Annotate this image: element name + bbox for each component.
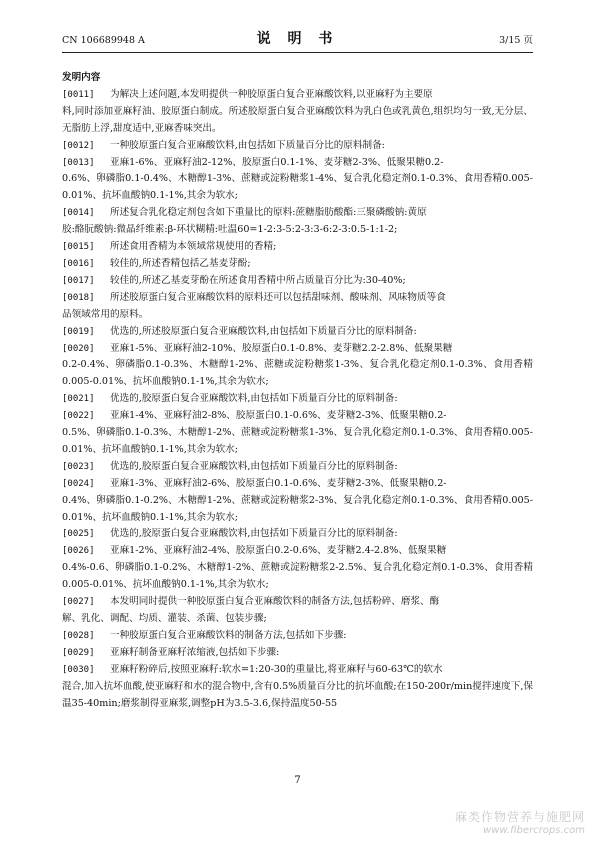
paragraph-text: 亚麻1-2%、亚麻籽油2-4%、胶原蛋白0.2-0.6%、麦芽糖2.4-2.8%、低聚果糖 — [110, 545, 447, 557]
watermark-name: 麻类作物营养与施肥网 — [454, 810, 585, 824]
paragraph-text: 一种胶原蛋白复合亚麻酸饮料的制备方法,包括如下步骤: — [110, 629, 347, 641]
paragraph — [62, 324, 533, 341]
paragraph-text: 亚麻1-3%、亚麻籽油2-6%、胶原蛋白0.1-0.6%、麦芽糖2-3%、低聚果糖0.2- — [110, 477, 447, 489]
paragraph-text: 所述胶原蛋白复合亚麻酸饮料的原料还可以包括甜味剂、酸味剂、风味物质等食 — [110, 291, 446, 303]
paragraph-text: 较佳的,所述香精包括乙基麦芽酚; — [110, 257, 251, 269]
paragraph-continuation: 0.6%、卵磷脂0.1-0.4%、木糖醇1-3%、蔗糖或淀粉糖浆1-4%、复合乳化稳定剂0.1-0.3%、食用香精0.005-0.01%、抗坏血酸钠0.1-1%,其余为软水; — [62, 173, 533, 202]
paragraph-number: [0030] — [62, 664, 95, 675]
paragraph-text: 优选的,胶原蛋白复合亚麻酸饮料,由包括如下质量百分比的原料制备: — [110, 528, 398, 540]
paragraph-text: 所述食用香精为本领域常规使用的香精; — [110, 241, 277, 253]
paragraph-continuation: 品领域常用的原料。 — [62, 308, 149, 320]
paragraph-number: [0017] — [62, 275, 95, 286]
paragraph-continuation: 胶:酪朊酸钠:微晶纤维素:β-环状糊精:吐温60=1-2:3-5:2-3:3-6:2-3:0.5-1:1-2; — [62, 224, 398, 236]
paragraph — [62, 645, 533, 662]
paragraph — [62, 290, 533, 324]
paragraph-text: 一种胶原蛋白复合亚麻酸饮料,由包括如下质量百分比的原料制备: — [110, 139, 385, 151]
paragraph-number: [0029] — [62, 647, 95, 658]
paragraph-number: [0018] — [62, 292, 95, 303]
paragraph — [62, 273, 533, 290]
paragraph-continuation: 料,同时添加亚麻籽油、胶原蛋白制成。所述胶原蛋白复合亚麻酸饮料为乳白色或乳黄色,组织均匀一致,无分层、无脂肪上浮,甜度适中,亚麻香味突出。 — [62, 105, 533, 134]
paragraph-number: [0025] — [62, 529, 95, 540]
paragraph — [62, 391, 533, 408]
paragraph-number: [0011] — [62, 89, 95, 100]
paragraph-continuation: 0.5%、卵磷脂0.1-0.3%、木糖醇1-2%、蔗糖或淀粉糖浆1-3%、复合乳化稳定剂0.1-0.3%、食用香精0.005-0.01%、抗坏血酸钠0.1-1%,其余为软水; — [62, 427, 533, 455]
paragraph-number: [0014] — [62, 208, 95, 219]
paragraph — [62, 205, 533, 239]
paragraph-number: [0028] — [62, 630, 95, 641]
paragraph — [62, 543, 533, 594]
paragraph-number: [0020] — [62, 343, 95, 354]
paragraph — [62, 138, 533, 155]
paragraph — [62, 594, 533, 628]
site-watermark — [455, 808, 585, 836]
paragraph-number: [0024] — [62, 478, 95, 489]
section-title: 发明内容 — [62, 72, 101, 83]
paragraph — [62, 87, 533, 138]
paragraph-number: [0016] — [62, 258, 95, 269]
paragraph — [62, 459, 533, 476]
paragraph — [62, 239, 533, 256]
paragraph-number: [0021] — [62, 394, 95, 405]
paragraph-text: 较佳的,所述乙基麦芽酚在所述食用香精中所占质量百分比为:30-40%; — [110, 274, 406, 286]
page-header — [62, 32, 533, 50]
paragraph-number: [0027] — [62, 597, 95, 608]
paragraph — [62, 341, 533, 392]
paragraph-text: 为解决上述问题,本发明提供一种胶原蛋白复合亚麻酸饮料,以亚麻籽为主要原 — [110, 88, 433, 100]
paragraph-text: 亚麻1-4%、亚麻籽油2-8%、胶原蛋白0.1-0.6%、麦芽糖2-3%、低聚果糖0.2- — [110, 410, 447, 422]
paragraph — [62, 662, 533, 713]
paragraph-continuation: 0.4%-0.6、卵磷脂0.1-0.2%、木糖醇1-2%、蔗糖或淀粉糖浆2-2.5%、复合乳化稳定剂0.1-0.3%、食用香精0.005-0.01%、抗坏血酸钠0.1-1%,其余为软水; — [62, 562, 533, 591]
paragraph-text: 优选的,胶原蛋白复合亚麻酸饮料,由包括如下质量百分比的原料制备: — [110, 393, 398, 405]
paragraph-number: [0015] — [62, 242, 95, 253]
paragraph-text: 亚麻籽粉碎后,按照亚麻籽:软水=1:20-30的重量比,将亚麻籽与60-63℃的软水 — [110, 663, 443, 675]
paragraph-text: 本发明同时提供一种胶原蛋白复合亚麻酸饮料的制备方法,包括粉碎、磨浆、酶 — [110, 596, 440, 608]
paragraph-number: [0022] — [62, 411, 95, 422]
paragraph — [62, 256, 533, 273]
paragraph-text: 亚麻1-6%、亚麻籽油2-12%、胶原蛋白0.1-1%、麦芽糖2-3%、低聚果糖0.2- — [110, 156, 444, 168]
page-number: 7 — [294, 775, 301, 786]
paragraph-text: 亚麻籽制备亚麻籽浓缩液,包括如下步骤: — [110, 646, 280, 658]
paragraph-number: [0019] — [62, 326, 95, 337]
paragraph-text: 亚麻1-5%、亚麻籽油2-10%、胶原蛋白0.1-0.8%、麦芽糖2.2-2.8%、低聚果糖 — [110, 342, 453, 354]
paragraph-continuation: 解、乳化、调配、均质、灌装、杀菌、包装步骤; — [62, 613, 267, 624]
paragraph-continuation: 0.2-0.4%、卵磷脂0.1-0.3%、木糖醇1-2%、蔗糖或淀粉糖浆1-3%、复合乳化稳定剂0.1-0.3%、食用香精0.005-0.01%、抗坏血酸钠0.1-1%,其余为软水; — [62, 359, 533, 388]
paragraph-text: 优选的,胶原蛋白复合亚麻酸饮料,由包括如下质量百分比的原料制备: — [110, 460, 398, 472]
paragraph-list — [62, 87, 533, 713]
paragraph-number: [0013] — [62, 157, 95, 168]
paragraph-number: [0012] — [62, 140, 95, 151]
paragraph — [62, 628, 533, 645]
document-title: 说 明 书 — [256, 31, 339, 47]
paragraph-continuation: 混合,加入抗坏血酸,使亚麻籽和水的混合物中,含有0.5%质量百分比的抗坏血酸;在150-200r/min搅拌速度下,保温35-40min;磨浆制得亚麻浆,调整pH为3.5-3.6,保持温度50-55 — [62, 680, 533, 709]
paragraph-continuation: 0.4%、卵磷脂0.1-0.2%、木糖醇1-2%、蔗糖或淀粉糖浆2-3%、复合乳化稳定剂0.1-0.3%、食用香精0.005-0.01%、抗坏血酸钠0.1-1%,其余为软水; — [62, 494, 533, 523]
header-rule — [62, 52, 533, 53]
paragraph-text: 优选的,所述胶原蛋白复合亚麻酸饮料,由包括如下质量百分比的原料制备: — [110, 325, 417, 337]
paragraph-number: [0026] — [62, 546, 95, 557]
paragraph — [62, 526, 533, 543]
paragraph-number: [0023] — [62, 461, 95, 472]
paragraph — [62, 476, 533, 527]
paragraph-text: 所述复合乳化稳定剂包含如下重量比的原料:蔗糖脂肪酸酯:三聚磷酸钠:黄原 — [110, 207, 427, 219]
page-indicator: 3/15 页 — [499, 35, 533, 46]
paragraph — [62, 155, 533, 206]
patent-number: CN 106689948 A — [62, 35, 145, 46]
paragraph — [62, 408, 533, 459]
watermark-url: www.fibercrops.com — [483, 825, 585, 836]
document-body — [62, 70, 533, 712]
